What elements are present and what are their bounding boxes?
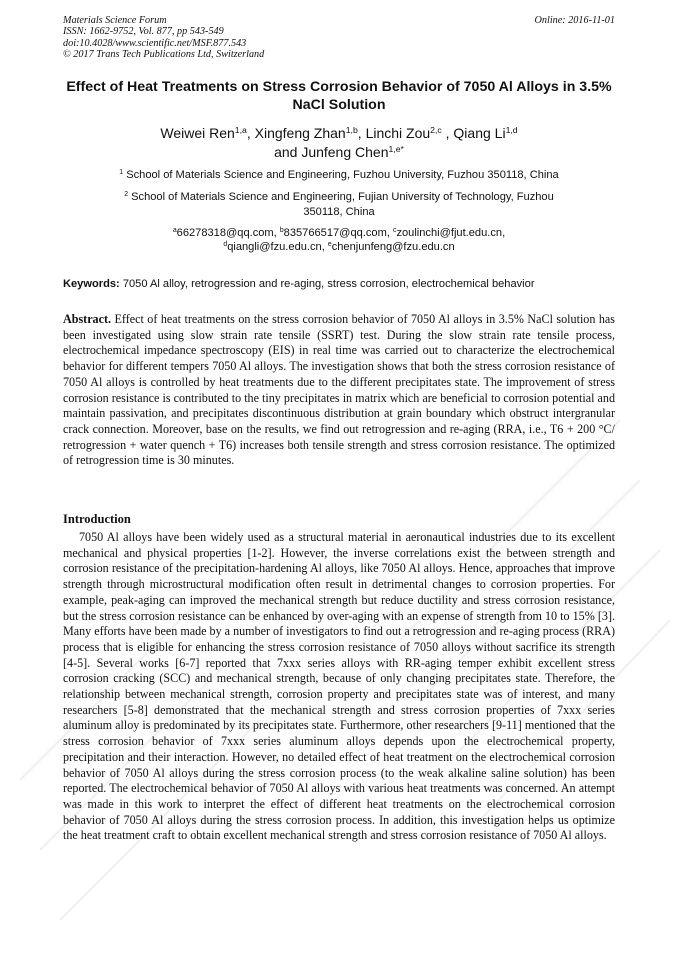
author-separator: and	[274, 143, 302, 160]
author-sup: 1,a	[234, 125, 247, 136]
keywords	[63, 277, 623, 291]
affiliation-2	[104, 190, 574, 220]
author-separator: ,	[357, 125, 366, 141]
author-name: Xingfeng Zhan	[254, 125, 346, 141]
email-sup: b	[279, 227, 284, 235]
email-address[interactable]: qiangli@fzu.edu.cn	[227, 241, 322, 253]
email-address[interactable]: 66278318@qq.com	[176, 227, 274, 239]
abstract-label: Abstract.	[63, 312, 112, 326]
email-sup: c	[393, 227, 397, 235]
journal-name: Materials Science Forum	[63, 15, 167, 26]
email-list: $^a$66278318@qq.com, $^b$835766517@qq.com, $^c$zoulinchi@fjut.edu.cn, $^d$qiangli@fzu.edu.cn, $^e$chenjunfeng@fzu.edu.cn	[172, 227, 506, 253]
author-sup: 1,e*	[388, 143, 404, 154]
email-address[interactable]: chenjunfeng@fzu.edu.cn	[331, 241, 455, 253]
email-sup: a	[172, 227, 177, 235]
affiliation-1	[58, 168, 620, 183]
journal-header	[63, 15, 264, 61]
journal-copyright: © 2017 Trans Tech Publications Ltd, Switzerland	[63, 49, 265, 61]
affiliation-text: School of Materials Science and Engineering, Fuzhou University, Fuzhou 350118, China	[126, 169, 559, 181]
email-sup: e	[327, 241, 332, 249]
author-name: Junfeng Chen	[301, 143, 389, 160]
author-name: Linchi Zou	[365, 125, 431, 141]
email-address[interactable]: 835766517@qq.com	[283, 227, 387, 239]
author-list	[58, 124, 620, 161]
journal-issn: ISSN: 1662-9752, Vol. 877, pp 543-549	[63, 26, 224, 38]
section-heading-introduction: Introduction	[63, 512, 131, 526]
author-name: Qiang Li	[453, 125, 506, 141]
online-date: Online: 2016-11-01	[534, 15, 615, 26]
affiliation-number: 2	[124, 191, 129, 199]
email-address[interactable]: zoulinchi@fjut.edu.cn	[396, 227, 503, 239]
introduction-paragraph: 7050 Al alloys have been widely used as a structural material in aeronautical industries due to its excellent mechanical and physical properties [1-2]. However, the inverse correlations exist the between strength and corrosion resistance of the precipitation-hardening Al alloys, like 7050 Al alloys. Hence, approaches that improve strength through microstructural modification often result in detrimental changes to corrosion properties. For example, peak-aging can improved the mechanical strength but reduce ductility and stress corrosion resistance, but the stress corrosion resistance can be enhanced by over-aging with an expense of strength from 10 to 15% [3]. Many efforts have been made by a number of investigators to find out a retrogression and re-aging process (RRA) process that is eligible for enhancing the stress corrosion resistance of 7050 alloys without sacrifice its strength [4-5]. Several works [6-7] reported that 7xxx series alloys with RR-aging temper exhibit excellent stress corrosion cracking (SCC) and mechanical strength, because of only changing precipitates state. Therefore, the relationship between mechanical strength, corrosion property and precipitates state was of interest, and many researchers [5-8] demonstrated that the mechanical strength and stress corrosion properties of 7xxx series aluminum alloy is predominated by its precipitates state. Furthermore, other researchers [9-11] mentioned that the stress corrosion behavior of 7xxx series aluminum alloys depends upon the electrochemical property, precipitation and their interaction. However, no detailed effect of heat treatment on the electrochemical corrosion behavior of 7050 Al alloys during the stress corrosion process (to the weak alkaline saline solution) has been reported. The electrochemical behavior of 7050 Al alloys with various heat treatments was concerned. An attempt was made in this work to interpret the effect of different heat treatments on the electrochemical corrosion behavior of 7050 Al alloys during the stress corrosion process. In addition, this investigation helps us optimize the heat treatment craft to obtain excellent mechanical strength and stress corrosion resistance of 7050 Al alloys.	[63, 530, 615, 843]
affiliation-text: School of Materials Science and Engineering, Fujian University of Technology, Fuzhou 350118, China	[131, 191, 554, 218]
affiliation-number: 1	[119, 169, 124, 177]
author-sup: 2,c	[430, 125, 442, 136]
paper-title: Effect of Heat Treatments on Stress Corrosion Behavior of 7050 Al Alloys in 3.5% NaCl Solution	[66, 79, 612, 113]
author-name: Weiwei Ren	[160, 125, 235, 141]
author-sup: 1,d	[505, 125, 518, 136]
abstract-text: Effect of heat treatments on the stress corrosion behavior of 7050 Al alloys in 3.5% NaCl solution has been investigated using slow strain rate tensile (SSRT) test. During the slow strain rate tensile process, electrochemical impedance spectroscopy (EIS) in real time was carried out to characterize the electrochemical behavior for different tempers 7050 Al alloys. The investigation shows that both the stress corrosion resistance of 7050 Al alloys is controlled by heat treatments due to the different precipitates state. The improvement of stress corrosion resistance is contributed to the tiny precipitates in matrix which are beneficial to corrosion potential and maintain passivation, and precipitates discontinuous distribution at grain boundary which obstruct intergranular crack connection. Moreover, base on the results, we find out retrogression and re-aging (RRA, i.e., T6 + 200 °C/ retrogression + water quench + T6) increases both tensile strength and stress corrosion resistance. The optimized of retrogression time is 30 minutes.	[63, 312, 615, 468]
keywords-text: 7050 Al alloy, retrogression and re-aging, stress corrosion, electrochemical behavior	[122, 278, 535, 290]
journal-doi[interactable]: doi:10.4028/www.scientific.net/MSF.877.543	[63, 37, 247, 49]
abstract	[63, 312, 615, 469]
author-separator: ,	[246, 125, 255, 141]
email-sup: d	[223, 241, 228, 249]
author-sup: 1,b	[345, 125, 358, 136]
author-separator: ,	[441, 125, 454, 141]
keywords-label: Keywords:	[63, 278, 120, 290]
